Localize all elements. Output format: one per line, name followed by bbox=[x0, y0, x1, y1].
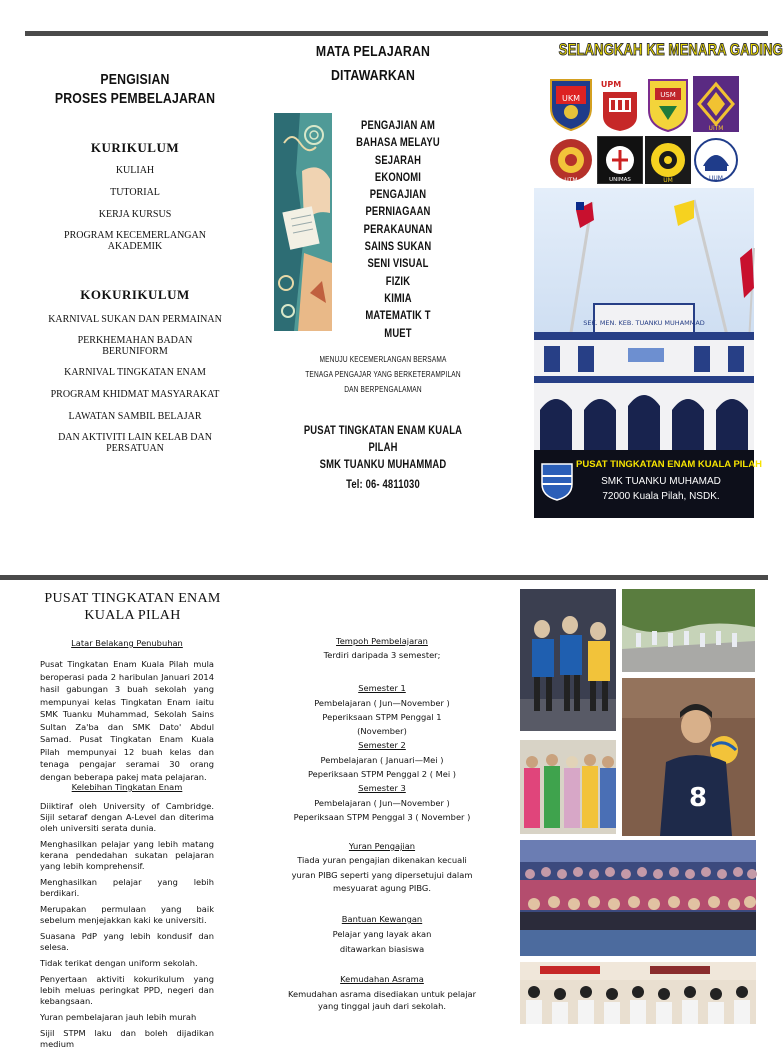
top-divider-rule bbox=[25, 31, 768, 36]
tempoh-body: Terdiri daripada 3 semester; bbox=[323, 650, 441, 660]
university-logo bbox=[548, 76, 594, 132]
svg-text:UPM: UPM bbox=[600, 80, 622, 89]
semester3-line: Pembelajaran ( Jun—November ) bbox=[314, 798, 450, 808]
caption-line1: PUSAT TINGKATAN ENAM KUALA PILAH bbox=[576, 459, 762, 470]
university-banner bbox=[535, 40, 783, 60]
tagline-line1: MENUJU KECEMERLANGAN BERSAMA bbox=[319, 355, 447, 364]
latar-heading: Latar Belakang Penubuhan bbox=[71, 638, 183, 648]
university-logo bbox=[645, 76, 691, 132]
subject-item: PENGAJIAN PERNIAGAAN bbox=[365, 189, 431, 219]
kurikulum-item: KERJA KURSUS bbox=[98, 209, 172, 220]
panel-pengisian bbox=[30, 70, 240, 108]
semester1-heading: Semester 1 bbox=[358, 683, 406, 693]
contact-telephone: Tel: 06- 4811030 bbox=[346, 479, 420, 491]
kurikulum-item: KULIAH bbox=[115, 165, 155, 176]
kelebihan-heading: Kelebihan Tingkatan Enam bbox=[71, 782, 183, 792]
semester1-line: (November) bbox=[357, 726, 407, 736]
semester1-line: Pembelajaran ( Jun—November ) bbox=[314, 698, 450, 708]
bottom-title bbox=[30, 590, 235, 624]
latar-body: Pusat Tingkatan Enam Kuala Pilah mula beroperasi pada 2 haribulan Januari 2014 hasil gabungan 3 buah sekolah yang mempunyai kelas Tingkatan Enam iaitu SMK Tuanku Muhammad, Sekolah Sains Sultan Za'ba dan SMK Dato' Abdul Samad. Pusat Tingkatan Enam Kuala Pilah mempunyai 12 buah kelas dan tenaga pengajar seramai 30 orang dengan beberapa pakej mata pelajaran. bbox=[40, 659, 214, 782]
kokurikulum-item: KARNIVAL TINGKATAN ENAM bbox=[64, 367, 206, 378]
contact-block bbox=[270, 423, 496, 496]
photo-cultural-dress bbox=[520, 740, 616, 834]
tempoh-heading: Tempoh Pembelajaran bbox=[336, 636, 428, 646]
svg-text:UNIMAS: UNIMAS bbox=[609, 177, 631, 183]
subject-item: SAINS SUKAN bbox=[364, 241, 432, 254]
bottom-title-line2: KUALA PILAH bbox=[84, 608, 181, 623]
subject-item: MATEMATIK T bbox=[365, 310, 431, 323]
photo-volleyball-player-art bbox=[622, 678, 755, 836]
university-logo bbox=[548, 136, 594, 184]
photo-cultural-dress-art bbox=[520, 740, 616, 834]
jersey-number: 8 bbox=[688, 783, 708, 813]
contact-school-name: SMK TUANKU MUHAMMAD bbox=[319, 459, 447, 471]
photo-volleyball-team bbox=[520, 589, 616, 731]
subject-list bbox=[349, 118, 447, 343]
semester2-heading: Semester 2 bbox=[358, 740, 406, 750]
semester2-line: Pembelajaran ( Januari—Mei ) bbox=[320, 755, 444, 765]
utm-crest-icon bbox=[548, 136, 594, 184]
photo-classroom bbox=[520, 962, 756, 1024]
yuran-line: mesyuarat agung PIBG. bbox=[333, 883, 431, 893]
kokurikulum-item: DAN AKTIVITI LAIN KELAB DAN PERSATUAN bbox=[58, 432, 212, 454]
kurikulum-item: TUTORIAL bbox=[110, 187, 160, 198]
svg-text:UiTM: UiTM bbox=[708, 125, 724, 132]
subject-item: MUET bbox=[384, 327, 412, 340]
school-caption-box bbox=[534, 450, 762, 518]
uitm-crest-icon bbox=[693, 76, 739, 132]
bantuan-line: ditawarkan biasiswa bbox=[339, 944, 425, 954]
svg-text:UTM: UTM bbox=[564, 177, 578, 184]
school-crest-icon bbox=[540, 462, 574, 502]
kokurikulum-section bbox=[30, 287, 240, 454]
kokurikulum-item: LAWATAN SAMBIL BELAJAR bbox=[68, 411, 202, 422]
subject-item: PENGAJIAN AM bbox=[361, 120, 435, 132]
photo-volleyball-team-art bbox=[520, 589, 616, 731]
tagline bbox=[270, 352, 496, 397]
mata-pelajaran-title-line2: DITAWARKAN bbox=[330, 67, 416, 84]
semester2-line: Peperiksaan STPM Penggal 2 ( Mei ) bbox=[307, 769, 457, 779]
svg-text:UKM: UKM bbox=[561, 94, 581, 103]
kelebihan-item: Tidak terikat dengan uniform sekolah. bbox=[40, 958, 198, 968]
unimas-crest-icon bbox=[598, 137, 642, 183]
building-sign-text: SEK. MEN. KEB. TUANKU MUHAMMAD bbox=[583, 319, 705, 327]
asrama-line: Kemudahan asrama disediakan untuk pelajar bbox=[287, 989, 477, 999]
svg-text:USM: USM bbox=[660, 91, 676, 99]
kurikulum-section bbox=[30, 140, 240, 252]
svg-text:UUM: UUM bbox=[709, 175, 723, 182]
kelebihan-item: Yuran pembelajaran jauh lebih murah bbox=[40, 1012, 197, 1022]
subject-item: EKONOMI bbox=[374, 171, 422, 184]
semester3-heading: Semester 3 bbox=[358, 783, 406, 793]
latar-belakang-section bbox=[40, 638, 214, 783]
university-logos bbox=[548, 76, 738, 184]
university-logo bbox=[693, 76, 739, 132]
caption-line2: SMK TUANKU MUHAMAD bbox=[601, 476, 721, 487]
kelebihan-item: Suasana PdP yang lebih kondusif dan selesa. bbox=[40, 931, 214, 952]
panel-mata-pelajaran-title bbox=[288, 42, 458, 85]
kurikulum-heading: KURIKULUM bbox=[90, 140, 180, 155]
subject-item: KIMIA bbox=[384, 292, 412, 305]
mata-pelajaran-title-line1: MATA PELAJARAN bbox=[315, 43, 431, 60]
education-illustration-art bbox=[274, 113, 332, 331]
education-illustration bbox=[274, 113, 332, 331]
kelebihan-item: Penyertaan aktiviti kokurikulum yang lebih meluas peringkat PPD, negeri dan kebangsaan. bbox=[40, 974, 214, 1006]
semester1-line: Peperiksaan STPM Penggal 1 bbox=[322, 712, 442, 722]
photo-classroom-art bbox=[520, 962, 756, 1024]
kelebihan-item: Merupakan permulaan yang baik sebelum menjejakkan kaki ke universiti. bbox=[40, 904, 214, 925]
caption-line3: 72000 Kuala Pilah, NSDK. bbox=[602, 491, 720, 502]
school-building-photo bbox=[534, 188, 762, 518]
kelebihan-item: Menghasilkan pelajar yang lebih matang kerana pendedahan sukatan pelajaran yang lebih komprehensif. bbox=[40, 839, 214, 871]
kurikulum-item: PROGRAM KECEMERLANGAN AKADEMIK bbox=[64, 230, 206, 252]
photo-group-assembly bbox=[520, 840, 756, 956]
kelebihan-item: Sijil STPM laku dan boleh dijadikan medium bbox=[40, 1028, 214, 1049]
kokurikulum-item: PROGRAM KHIDMAT MASYARAKAT bbox=[50, 389, 220, 400]
bantuan-line: Pelajar yang layak akan bbox=[332, 929, 432, 939]
svg-text:UM: UM bbox=[663, 177, 673, 184]
university-logo bbox=[693, 136, 739, 184]
kelebihan-item: Menghasilkan pelajar yang lebih berdikari. bbox=[40, 877, 214, 898]
um-crest-icon bbox=[645, 136, 691, 184]
semester3-line: Peperiksaan STPM Penggal 3 ( November ) bbox=[293, 812, 471, 822]
kelebihan-section bbox=[40, 782, 214, 1050]
subject-item: PERAKAUNAN bbox=[363, 223, 433, 236]
subject-item: BAHASA MELAYU bbox=[356, 137, 440, 150]
asrama-heading: Kemudahan Asrama bbox=[340, 974, 424, 984]
university-logo bbox=[597, 136, 643, 184]
kokurikulum-heading: KOKURIKULUM bbox=[80, 287, 190, 302]
photo-volleyball-player bbox=[622, 678, 755, 836]
kokurikulum-item: PERKHEMAHAN BADAN BERUNIFORM bbox=[77, 335, 193, 357]
tagline-line3: DAN BERPENGALAMAN bbox=[344, 385, 422, 394]
subject-item: FIZIK bbox=[385, 275, 411, 288]
bottom-title-line1: PUSAT TINGKATAN ENAM bbox=[44, 591, 221, 606]
banner-text: SELANGKAH KE MENARA GADING bbox=[558, 40, 783, 59]
tagline-line2: TENAGA PENGAJAR YANG BERKETERAMPILAN bbox=[305, 370, 461, 379]
pengisian-title-line1: PENGISIAN bbox=[100, 71, 170, 88]
usm-crest-icon bbox=[645, 76, 691, 132]
upm-crest-icon bbox=[597, 76, 643, 132]
kokurikulum-item: KARNIVAL SUKAN DAN PERMAINAN bbox=[48, 314, 222, 325]
tempoh-section bbox=[282, 636, 482, 1012]
yuran-line: Tiada yuran pengajian dikenakan kecuali bbox=[297, 855, 467, 865]
ukm-crest-icon bbox=[548, 76, 594, 132]
pengisian-title-line2: PROSES PEMBELAJARAN bbox=[54, 90, 216, 107]
contact-centre-name: PUSAT TINGKATAN ENAM KUALA PILAH bbox=[303, 425, 463, 454]
yuran-line: yuran PIBG seperti yang dipersetujui dalam bbox=[291, 870, 473, 880]
yuran-heading: Yuran Pengajian bbox=[348, 841, 416, 851]
photo-group-assembly-art bbox=[520, 840, 756, 956]
middle-divider-rule bbox=[0, 575, 768, 580]
uum-crest-icon bbox=[693, 136, 739, 184]
university-logo bbox=[645, 136, 691, 184]
photo-students-walking-art bbox=[622, 589, 755, 672]
subject-item: SENI VISUAL bbox=[367, 258, 429, 271]
university-logo bbox=[597, 76, 643, 132]
asrama-line: yang tinggal jauh dari sekolah. bbox=[317, 1001, 447, 1011]
kelebihan-item: Diiktiraf oleh University of Cambridge. Sijil setaraf dengan A-Level dan diterima oleh universiti serata dunia. bbox=[40, 801, 214, 833]
photo-students-walking bbox=[622, 589, 755, 672]
bantuan-heading: Bantuan Kewangan bbox=[341, 914, 423, 924]
subject-item: SEJARAH bbox=[374, 154, 422, 167]
